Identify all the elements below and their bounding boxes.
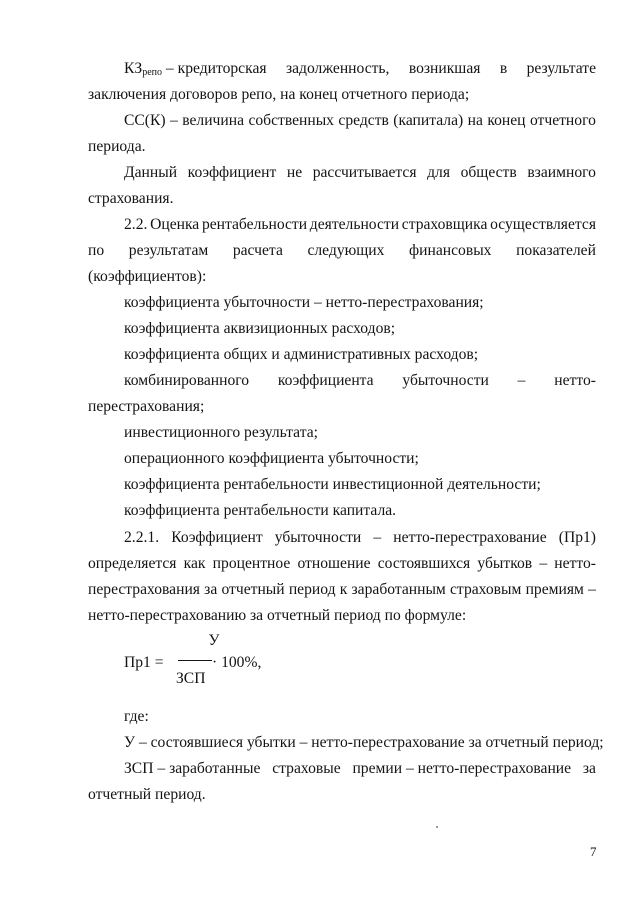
definition-zsp: ЗСП – заработанные страховые премии – нетто-перестрахование за — [124, 760, 596, 777]
text-line: страхования. — [88, 190, 174, 207]
text-line: перестрахования; — [88, 398, 205, 415]
formula-pr1 — [124, 632, 344, 692]
fraction-bar — [178, 660, 212, 661]
list-item: операционного коэффициента убыточности; — [124, 450, 419, 467]
line-not-calculated: Данный коэффициент не рассчитывается для обществ взаимного — [124, 164, 596, 181]
subscript-repo: репо — [142, 67, 163, 78]
term-kz: КЗ — [124, 60, 143, 77]
text-line: отчетный период. — [88, 786, 206, 803]
list-item: коэффициента убыточности – нетто-перестрахования; — [124, 294, 484, 311]
section-2-2-1-heading: 2.2.1. Коэффициент убыточности – нетто-перестрахование (Пр1) — [124, 529, 596, 546]
formula-denominator: ЗСП — [176, 670, 206, 687]
line-kz-repo: $КЗ_{репо}$ – кредиторская задолженность, возникшая в результате — [124, 60, 596, 78]
scan-speck — [436, 826, 438, 828]
text-line: периода. — [88, 138, 146, 155]
text-line: (коэффициентов): — [88, 268, 207, 285]
list-item: инвестиционного результата; — [124, 424, 318, 441]
definition-u: У – состоявшиеся убытки – нетто-перестрахование за отчетный период; — [124, 734, 604, 751]
list-item: коэффициента рентабельности капитала. — [124, 502, 397, 519]
list-item: коэффициента рентабельности инвестиционной деятельности; — [124, 476, 541, 493]
line-ss-k: СС(К) – величина собственных средств (капитала) на конец отчетного — [124, 112, 596, 129]
section-2-2-heading: 2.2. Оценка рентабельности деятельности страховщика осуществляется — [124, 216, 596, 233]
text-line: где: — [124, 708, 149, 725]
text-line-justified: определяется как процентное отношение состоявшихся убытков – нетто- — [88, 555, 596, 572]
text-line-justified: перестрахования за отчетный период к заработанным страховым премиям – — [88, 581, 596, 598]
list-item: коэффициента общих и административных расходов; — [124, 346, 479, 363]
formula-lhs: Пр1 = — [124, 654, 164, 671]
list-item: коэффициента аквизиционных расходов; — [124, 320, 396, 337]
page-number: 7 — [590, 844, 597, 859]
text-line: нетто-перестрахованию за отчетный период по формуле: — [88, 607, 467, 624]
list-item: комбинированного коэффициента убыточности – нетто- — [124, 372, 596, 389]
formula-tail: · 100%, — [212, 654, 262, 671]
text-line-justified: по результатам расчета следующих финансовых показателей — [88, 242, 596, 259]
formula-numerator: У — [208, 632, 220, 649]
text-line: заключения договоров репо, на конец отчетного периода; — [88, 86, 470, 103]
